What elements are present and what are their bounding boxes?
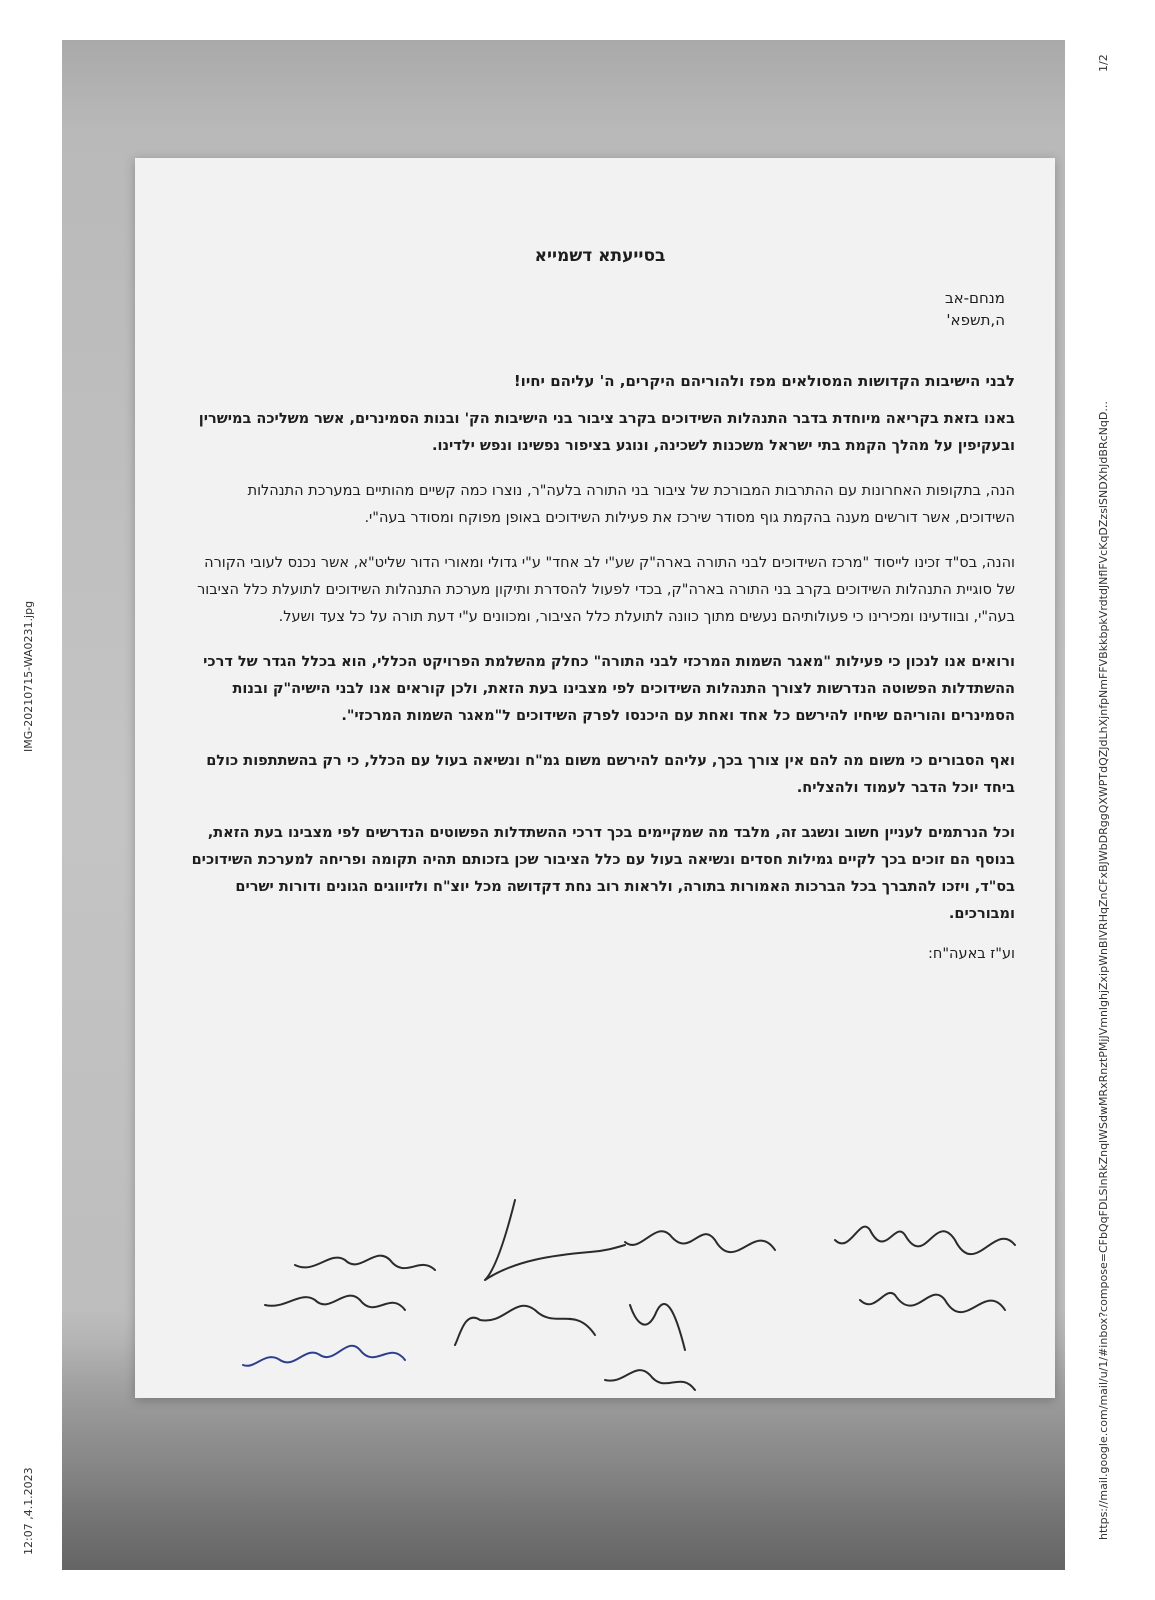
paragraph-6: וכל הנרתמים לעניין חשוב ונשגב זה, מלבד מה שמקיימים בכך דרכי ההשתדלות הפשוטים הנדרשים לפי מצבינו בעת הזאת, בנוסף הם זוכים בכך לקיים גמילות חסדים ונשיאה בעול עם כלל הציבור שכן בזכותם תהיה תקומה ופריחה למערכת השידוכים בס"ד, ויזכו להתברך בכל הברכות האמורות בתורה, ולראות רוב נחת דקדושה מכל יוצ"ח ולזיווגים הגונים ודורות ישרים ומבורכים. <box>191 824 1015 922</box>
letter-heading: בסייעתא דשמייא <box>534 246 666 266</box>
signature-right-top <box>835 1227 1015 1255</box>
date-month: מנחם-אב <box>944 289 1005 307</box>
signature-center-top <box>625 1231 775 1252</box>
paragraph-3: והנה, בס"ד זכינו לייסוד "מרכז השידוכים לבני התורה בארה"ק שע"י לב אחד" ע"י גדולי ומאורי הדור שליט"א, אשר נכנס לעובי הקורה של סוגיית התנהלות השידוכים בקרב בני התורה בארה"ק, בכדי לפעול להסדרת ותיקון מערכת התנהלות השידוכים לתועלת כלל הציבור בעה"י, ובוודעינו ומכירינו כי פעולותיהם נעשים מתוך כוונה לתועלת כלל הציבור, ומכוונים ע"י דעת תורה על כל צעד ושעל. <box>197 554 1015 625</box>
signature-blue <box>243 1346 405 1366</box>
paragraph-1: באנו בזאת בקריאה מיוחדת בדבר התנהלות השידוכים בקרב ציבור בני הישיבות הק' ובנות הסמינרים, אשר משליכה במישרין ובעקיפין על מהלך הקמת בתי ישראל משכנות לשכינה, ונוגע בציפור נפשינו ונפש ילדינו. <box>198 410 1015 454</box>
signature-left-middle <box>265 1296 405 1310</box>
paragraph-2: הנה, בתקופות האחרונות עם ההתרבות המבורכת של ציבור בני התורה בלעה"ר, נוצרו כמה קשיים מהותיים במערכת התנהלות השידוכים, אשר דורשים מענה בהקמת גוף מסודר שירכז את פעילות השידוכים באופן מפוקח ומסודר בעה"י. <box>247 482 1015 526</box>
signature-bottom-small <box>605 1370 695 1390</box>
page-number-label: 1/2 <box>1097 54 1110 72</box>
date-year: ה,תשפא' <box>946 310 1005 329</box>
handwritten-signatures <box>135 1160 1055 1400</box>
url-label: https://mail.google.com/mail/u/1/#inbox?compose=CFbQqFDLSlnRkZnqlWSdwMRxRnztPMjJVmnlghjZxipWnBlVRHqZnCFxBJWbDRggQXWPTdQZJdLhXjnfpNmFFVBkkbpkVrdtdJNflFVcKqDZzslSNDXhJdBRcNqD... <box>1097 401 1110 1540</box>
letter-closing: וע"ז באעה"ח: <box>928 945 1015 962</box>
signature-left-top <box>295 1256 435 1270</box>
filename-label: IMG-20210715-WA0231.jpg <box>22 600 35 752</box>
timestamp-label: 12:07 ,4.1.2023 <box>22 1467 35 1555</box>
paragraph-5: ואף הסבורים כי משום מה להם אין צורך בכך, עליהם להירשם משום גמ"ח ונשיאה בעול עם הכלל, כי רק בהשתתפות כולם ביחד יוכל הדבר לעמוד ולהצליח. <box>206 752 1015 796</box>
signature-center-bottom <box>455 1304 685 1350</box>
letter-body <box>185 246 1015 962</box>
signature-center-flourish <box>485 1200 625 1280</box>
signature-right-bottom <box>860 1293 1005 1312</box>
paragraph-4: ורואים אנו לנכון כי פעילות "מאגר השמות המרכזי לבני התורה" כחלק מהשלמת הפרויקט הכללי, הוא בכלל הגדר של דרכי ההשתדלות הפשוטה הנדרשות לצורך התנהלות השידוכים לפי מצבינו בעת הזאת, ולכן קוראים אנו לבני הישיה"ק ובנות הסמינרים והוריהם שיחיו להירשם כל אחד ואחת עם היכנסו לפרק השידוכים ל"מאגר השמות המרכזי". <box>203 653 1015 724</box>
letter-addressee: לבני הישיבות הקדושות המסולאים מפז ולהוריהם היקרים, ה' עליהם יחיו! <box>513 371 1015 390</box>
letter-date <box>185 288 1005 332</box>
